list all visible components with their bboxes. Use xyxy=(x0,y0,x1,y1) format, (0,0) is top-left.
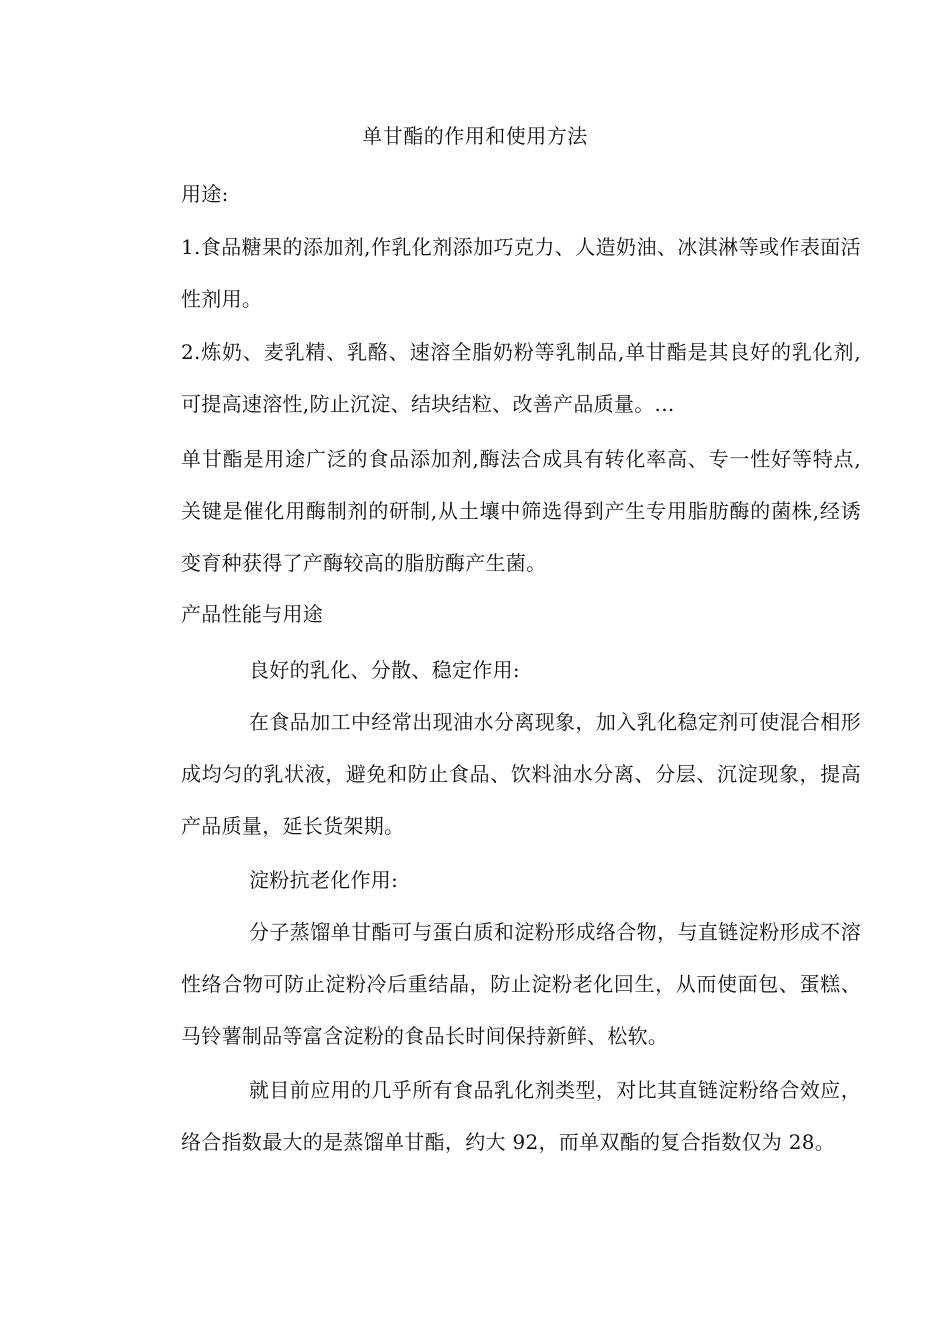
subsection-heading-antiaging: 淀粉抗老化作用: xyxy=(249,868,399,892)
document-title: 单甘酯的作用和使用方法 xyxy=(362,124,588,148)
paragraph-antiaging: 分子蒸馏单甘酯可与蛋白质和淀粉形成络合物，与直链淀粉形成不溶性络合物可防止淀粉冷后重结晶，防止淀粉老化回生，从而使面包、蛋糕、马铃薯制品等富含淀粉的食品长时间保持新鲜、松软。 xyxy=(181,920,861,1048)
section-heading: 产品性能与用途 xyxy=(181,602,324,626)
usage-item-2: 2.炼奶、麦乳精、乳酪、速溶全脂奶粉等乳制品,单甘酯是其良好的乳化剂,可提高速溶性,防止沉淀、结块结粒、改善产品质量。... xyxy=(181,340,861,416)
paragraph-complex-index: 就目前应用的几乎所有食品乳化剂类型，对比其直链淀粉络合效应，络合指数最大的是蒸馏单甘酯，约大 92，而单双酯的复合指数仅为 28。 xyxy=(181,1078,861,1154)
usage-item-1: 1.食品糖果的添加剂,作乳化剂添加巧克力、人造奶油、冰淇淋等或作表面活性剂用。 xyxy=(181,235,861,311)
paragraph-emulsify: 在食品加工中经常出现油水分离现象，加入乳化稳定剂可使混合相形成均匀的乳状液，避免和防止食品、饮料油水分离、分层、沉淀现象，提高产品质量，延长货架期。 xyxy=(181,710,861,838)
intro-paragraph: 单甘酯是用途广泛的食品添加剂,酶法合成具有转化率高、专一性好等特点,关键是催化用酶制剂的研制,从土壤中筛选得到产生专用脂肪酶的菌株,经诱变育种获得了产酶较高的脂肪酶产生菌。 xyxy=(181,447,861,575)
subsection-heading-emulsify: 良好的乳化、分散、稳定作用: xyxy=(249,658,520,682)
usage-label: 用途: xyxy=(181,182,229,206)
